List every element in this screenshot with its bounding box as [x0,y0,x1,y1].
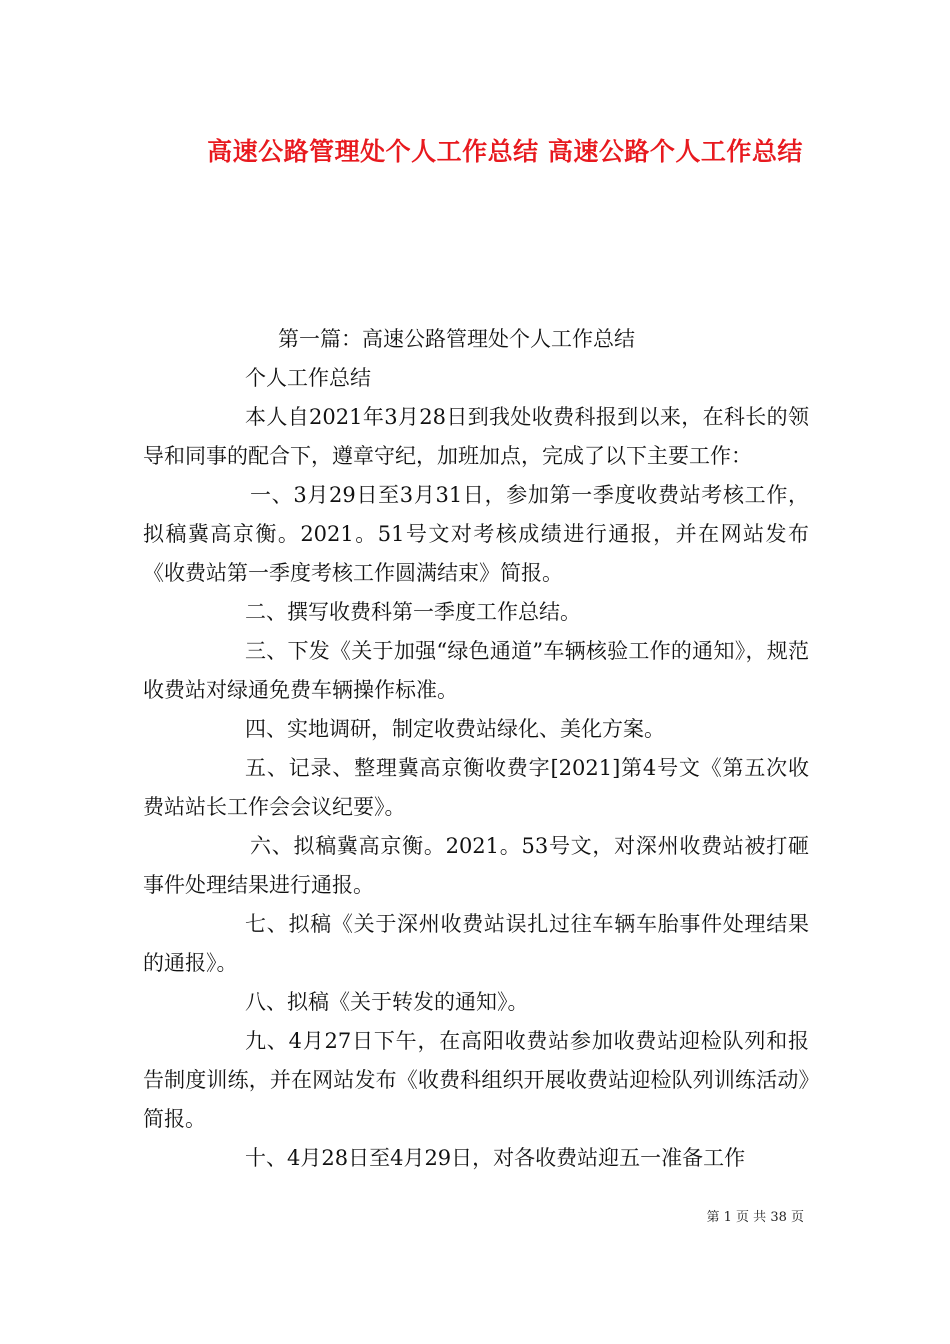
paragraph-item: 六、拟稿冀高京衡。2021。53号文，对深州收费站被打砸事件处理结果进行通报。 [143,834,809,897]
paragraph-item: 八、拟稿《关于转发的通知》。 [245,990,529,1014]
page-number: 第 1 页 共 38 页 [706,1210,804,1225]
paragraph-item: 五、记录、整理冀高京衡收费字[2021]第4号文《第五次收费站站长工作会会议纪要》。 [143,756,809,819]
paragraph-item: 一、3月29日至3月31日，参加第一季度收费站考核工作，拟稿冀高京衡。2021。51号文对考核成绩进行通报，并在网站发布《收费站第一季度考核工作圆满结束》简报。 [143,483,809,585]
paragraph-item: 三、下发《关于加强“绿色通道”车辆核验工作的通知》，规范收费站对绿通免费车辆操作标准。 [143,639,809,702]
paragraph-item: 四、实地调研，制定收费站绿化、美化方案。 [245,717,665,741]
paragraph-item: 九、4月27日下午，在高阳收费站参加收费站迎检队列和报告制度训练，并在网站发布《收费科组织开展收费站迎检队列训练活动》简报。 [143,1029,809,1131]
paragraph-intro: 本人自2021年3月28日到我处收费科报到以来，在科长的领导和同事的配合下，遵章守纪，加班加点，完成了以下主要工作： [143,405,809,468]
paragraph-item: 十、4月28日至4月29日，对各收费站迎五一准备工作 [245,1146,746,1170]
document-title: 高速公路管理处个人工作总结 高速公路个人工作总结 [207,137,803,166]
paragraph-item: 七、拟稿《关于深州收费站误扎过往车辆车胎事件处理结果的通报》。 [143,912,809,975]
paragraph-item: 二、撰写收费科第一季度工作总结。 [245,600,581,624]
sub-heading: 个人工作总结 [245,366,371,390]
document-body [143,320,809,1178]
part-heading: 第一篇：高速公路管理处个人工作总结 [278,327,635,351]
